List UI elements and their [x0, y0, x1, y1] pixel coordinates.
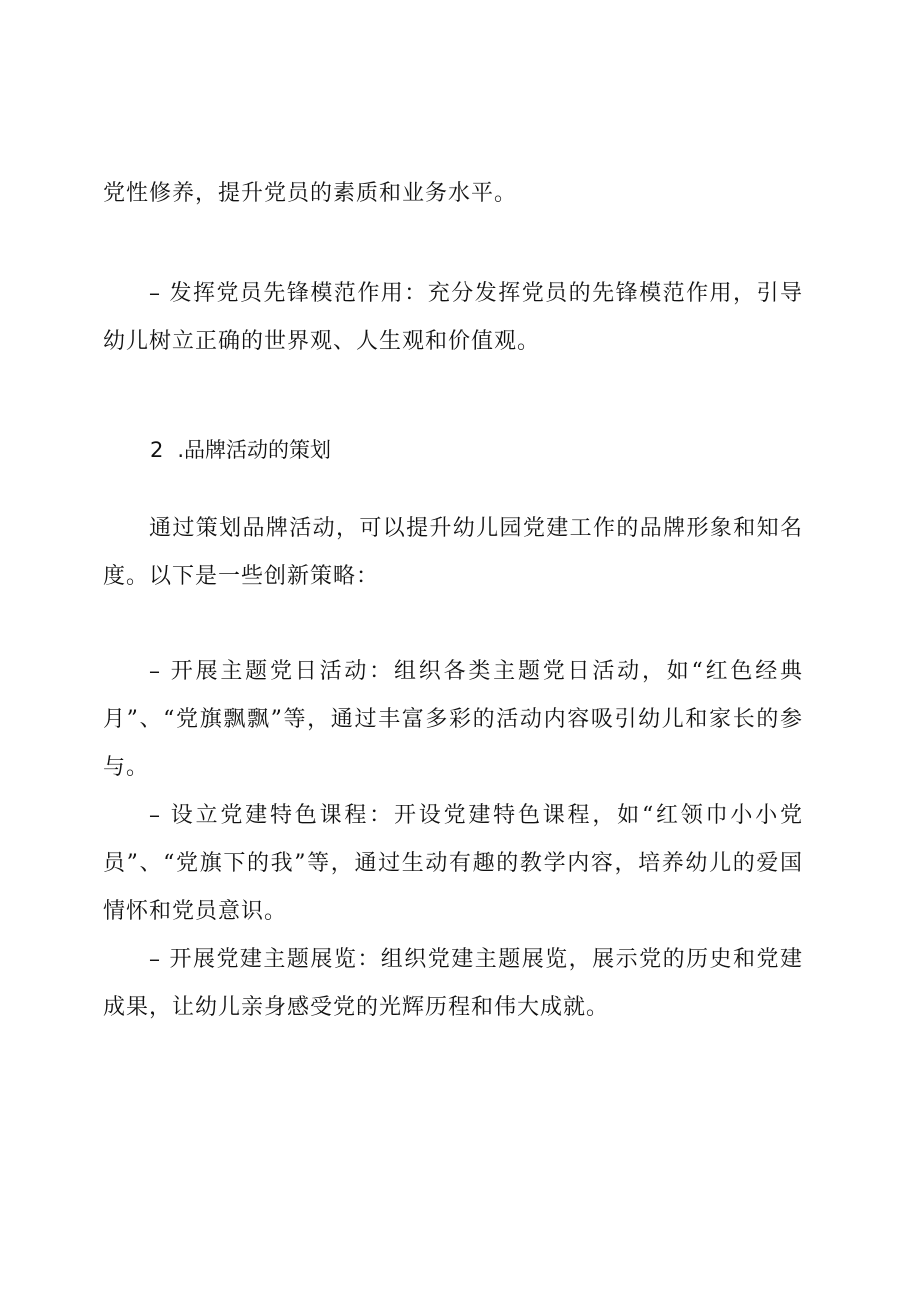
paragraph-continuation: 党性修养，提升党员的素质和业务水平。: [103, 181, 518, 206]
paragraph-vanguard-role: – 发挥党员先锋模范作用：充分发挥党员的先锋模范作用，引导幼儿树立正确的世界观、人生观和价值观。: [103, 281, 803, 354]
section-number: 2: [150, 438, 164, 462]
section-title: .品牌活动的策划: [177, 438, 332, 462]
list-item-theme-party-day: – 开展主题党日活动：组织各类主题党日活动，如“红色经典月”、“党旗飘飘”等，通过丰富多彩的活动内容吸引幼儿和家长的参与。: [103, 659, 803, 780]
list-item-party-course: – 设立党建特色课程：开设党建特色课程，如“红领巾小小党员”、“党旗下的我”等，通过生动有趣的教学内容，培养幼儿的爱国情怀和党员意识。: [103, 803, 803, 924]
paragraph-brand-intro: 通过策划品牌活动，可以提升幼儿园党建工作的品牌形象和知名度。以下是一些创新策略：: [103, 516, 803, 589]
section-heading: [150, 430, 331, 470]
list-item-party-exhibition: – 开展党建主题展览：组织党建主题展览，展示党的历史和党建成果，让幼儿亲身感受党的光辉历程和伟大成就。: [103, 947, 803, 1020]
